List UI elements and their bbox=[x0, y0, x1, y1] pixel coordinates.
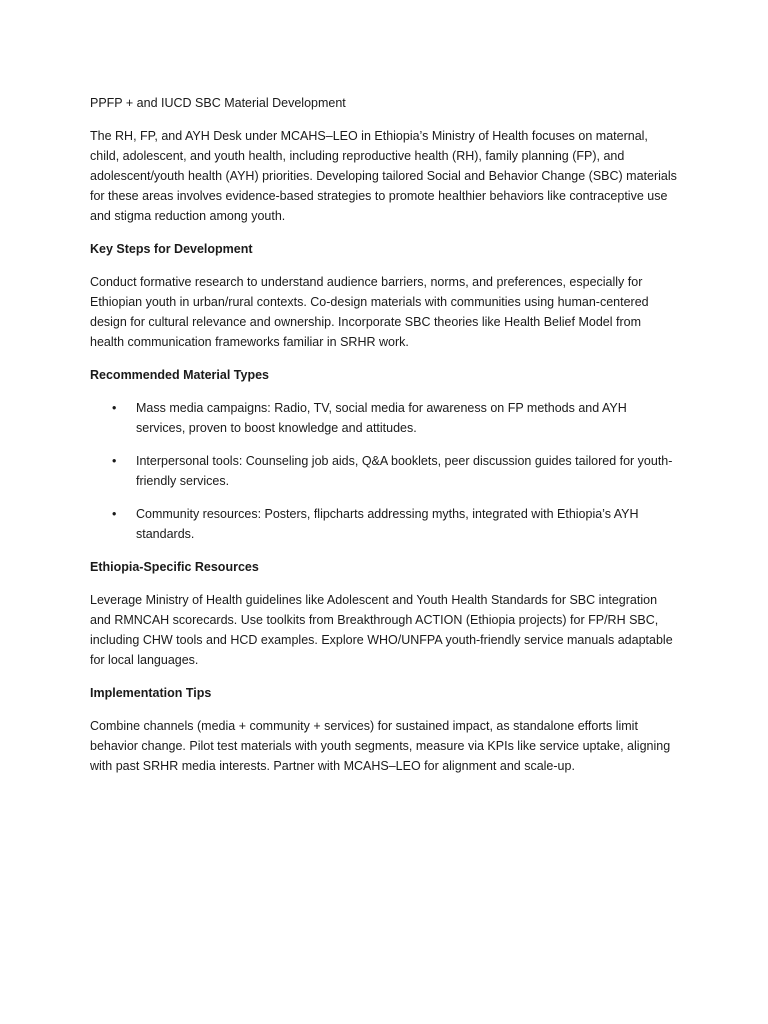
list-item-text: Community resources: Posters, flipcharts addressing myths, integrated with Ethiopia’s AYH standards. bbox=[136, 507, 639, 541]
list-item bbox=[90, 398, 678, 438]
key-steps-heading: Key Steps for Development bbox=[90, 242, 253, 256]
bullet-icon: • bbox=[112, 454, 117, 468]
intro-paragraph: The RH, FP, and AYH Desk under MCAHS–LEO in Ethiopia’s Ministry of Health focuses on maternal, child, adolescent, and youth health, including reproductive health (RH), family planning (FP), and adolescent/youth health (AYH) priorities. Developing tailored Social and Behavior Change (SBC) materials for these areas involves evidence-based strategies to promote healthier behaviors like contraceptive use and stigma reduction among youth. bbox=[90, 129, 677, 223]
key-steps-paragraph: Conduct formative research to understand audience barriers, norms, and preferences, especially for Ethiopian youth in urban/rural contexts. Co-design materials with communities using human-centered design for cultural relevance and ownership. Incorporate SBC theories like Health Belief Model from health communication frameworks familiar in SRHR work. bbox=[90, 275, 649, 349]
resources-paragraph: Leverage Ministry of Health guidelines like Adolescent and Youth Health Standards for SBC integration and RMNCAH scorecards. Use toolkits from Breakthrough ACTION (Ethiopia projects) for FP/RH SBC, including CHW tools and HCD examples. Explore WHO/UNFPA youth-friendly service manuals adaptable for local languages. bbox=[90, 593, 673, 667]
list-item-text: Interpersonal tools: Counseling job aids, Q&A booklets, peer discussion guides tailored for youth-friendly services. bbox=[136, 454, 673, 488]
bullet-icon: • bbox=[112, 507, 117, 521]
tips-heading: Implementation Tips bbox=[90, 686, 212, 700]
list-item bbox=[90, 504, 678, 544]
tips-paragraph: Combine channels (media + community + services) for sustained impact, as standalone efforts limit behavior change. Pilot test materials with youth segments, measure via KPIs like service uptake, aligning with past SRHR media interests. Partner with MCAHS–LEO for alignment and scale-up. bbox=[90, 719, 671, 773]
bullet-icon: • bbox=[112, 401, 117, 415]
resources-heading: Ethiopia-Specific Resources bbox=[90, 560, 259, 574]
list-item-text: Mass media campaigns: Radio, TV, social media for awareness on FP methods and AYH services, proven to boost knowledge and attitudes. bbox=[136, 401, 627, 435]
material-types-heading: Recommended Material Types bbox=[90, 368, 269, 382]
material-types-list bbox=[90, 398, 678, 544]
list-item bbox=[90, 451, 678, 491]
document-title: PPFP + and IUCD SBC Material Development bbox=[90, 96, 346, 110]
